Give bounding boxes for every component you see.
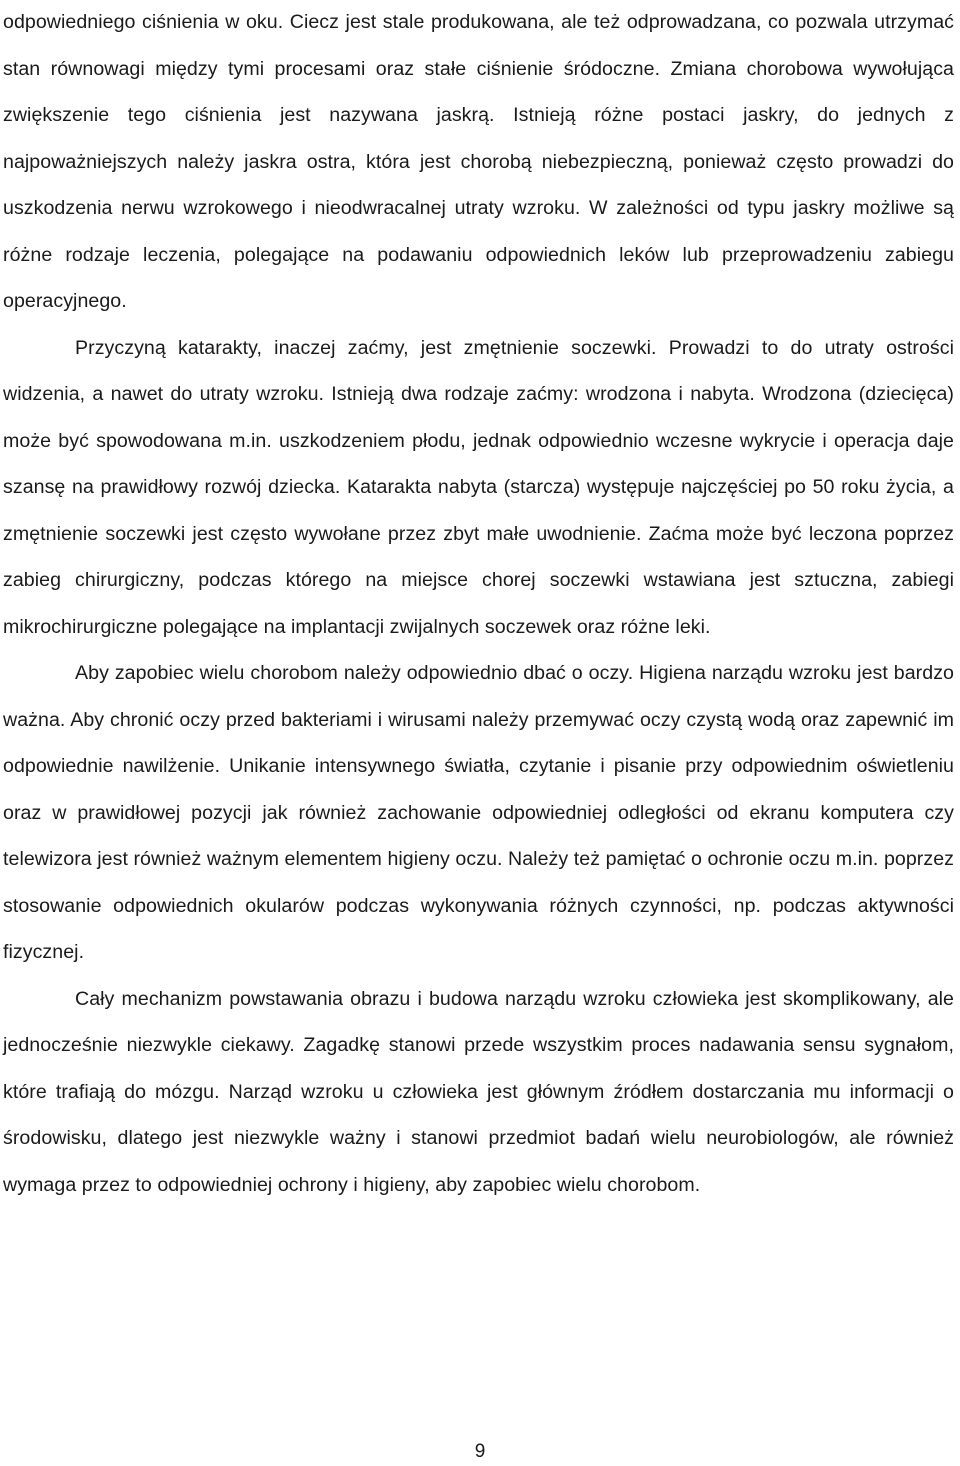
paragraph-eye-hygiene: Aby zapobiec wielu chorobom należy odpowiednio dbać o oczy. Higiena narządu wzroku jest bardzo ważna. Aby chronić oczy przed bakteriami i wirusami należy przemywać oczy czystą wodą oraz zapewnić im odpowiednie nawilżenie. Unikanie intensywnego światła, czytanie i pisanie przy odpowiednim oświetleniu oraz w prawidłowej pozycji jak również zachowanie odpowiedniej odległości od ekranu komputera czy telewizora jest również ważnym elementem higieny oczu. Należy też pamiętać o ochronie oczu m.in. poprzez stosowanie odpowiednich okularów podczas wykonywania różnych czynności, np. podczas aktywności fizycznej. — [3, 662, 954, 963]
paragraph-cataract: Przyczyną katarakty, inaczej zaćmy, jest zmętnienie soczewki. Prowadzi to do utraty ostrości widzenia, a nawet do utraty wzroku. Istnieją dwa rodzaje zaćmy: wrodzona i nabyta. Wrodzona (dziecięca) może być spowodowana m.in. uszkodzeniem płodu, jednak odpowiednio wczesne wykrycie i operacja daje szansę na prawidłowy rozwój dziecka. Katarakta nabyta (starcza) występuje najczęściej po 50 roku życia, a zmętnienie soczewki jest często wywołane przez zbyt małe uwodnienie. Zaćma może być leczona poprzez zabieg chirurgiczny, podczas którego na miejsce chorej soczewki wstawiana jest sztuczna, zabiegi mikrochirurgiczne polegające na implantacji zwijalnych soczewek oraz różne leki. — [3, 336, 954, 638]
body-text — [3, 0, 954, 1208]
paragraph-glaucoma: odpowiedniego ciśnienia w oku. Ciecz jest stale produkowana, ale też odprowadzana, co pozwala utrzymać stan równowagi między tymi procesami oraz stałe ciśnienie śródoczne. Zmiana chorobowa wywołująca zwiększenie tego ciśnienia jest nazywana jaskrą. Istnieją różne postaci jaskry, do jednych z najpoważniejszych należy jaskra ostra, która jest chorobą niebezpieczną, ponieważ często prowadzi do uszkodzenia nerwu wzrokowego i nieodwracalnej utraty wzroku. W zależności od typu jaskry możliwe są różne rodzaje leczenia, polegające na podawaniu odpowiednich leków lub przeprowadzeniu zabiegu operacyjnego. — [3, 11, 954, 312]
page-number: 9 — [474, 1441, 486, 1462]
paragraph-conclusion: Cały mechanizm powstawania obrazu i budowa narządu wzroku człowieka jest skomplikowany, ale jednocześnie niezwykle ciekawy. Zagadkę stanowi przede wszystkim proces nadawania sensu sygnałom, które trafiają do mózgu. Narząd wzroku u człowieka jest głównym źródłem dostarczania mu informacji o środowisku, dlatego jest niezwykle ważny i stanowi przedmiot badań wielu neurobiologów, ale również wymaga przez to odpowiedniej ochrony i higieny, aby zapobiec wielu chorobom. — [3, 987, 954, 1196]
